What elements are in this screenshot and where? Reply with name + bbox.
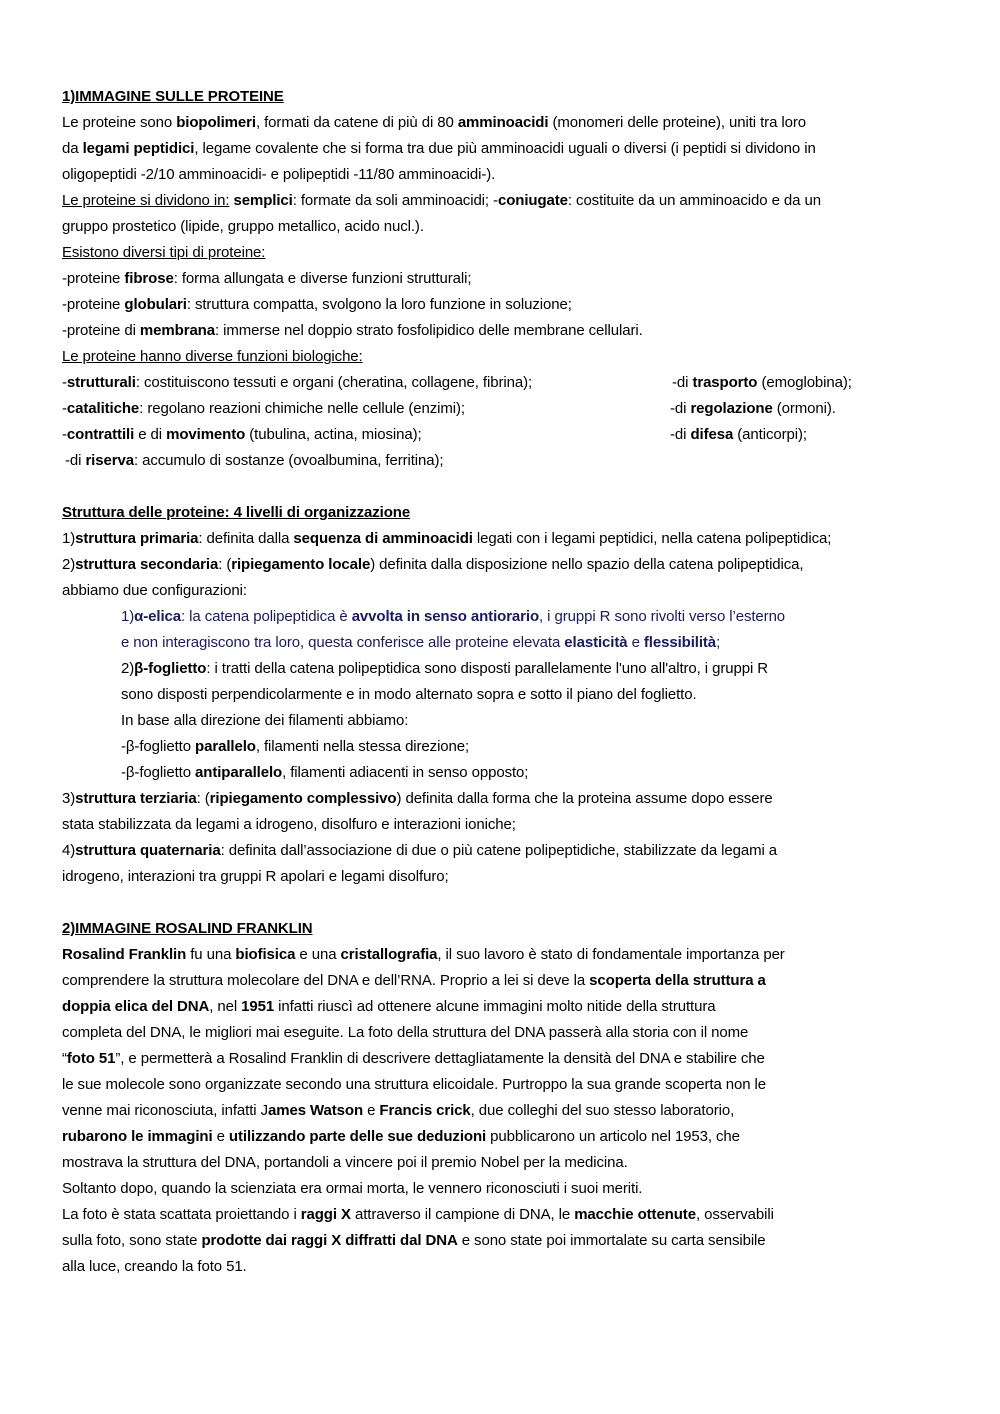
section-title	[62, 84, 942, 110]
underlined-text: Le proteine hanno diverse funzioni biologiche:	[62, 348, 363, 365]
bold-term: legami peptidici	[82, 140, 195, 157]
bold-term: struttura primaria	[75, 530, 199, 547]
text-segment: : accumulo di sostanze (ovoalbumina, ferritina);	[133, 452, 444, 469]
text-segment: -proteine	[62, 270, 125, 287]
bold-term: amminoacidi	[457, 114, 549, 131]
text-segment: ”, e permetterà a Rosalind Franklin di descrivere dettagliatamente la densità del DNA e stabilire che	[115, 1050, 765, 1067]
bold-term: elasticità	[564, 634, 628, 651]
text-segment: (tubulina, actina, miosina);	[245, 426, 422, 443]
bold-term: contrattili	[66, 426, 135, 443]
bold-term: ripiegamento complessivo	[209, 790, 397, 807]
indented-line	[62, 656, 942, 682]
paragraph-line	[62, 1098, 942, 1124]
paragraph-line	[62, 838, 942, 864]
paragraph-line	[62, 1228, 942, 1254]
text-segment: , formati da catene di più di 80	[255, 114, 458, 131]
bold-term: foto 51	[66, 1050, 116, 1067]
text-segment: : (	[196, 790, 210, 807]
bold-term: difesa	[690, 426, 734, 443]
paragraph-line	[62, 994, 942, 1020]
spacer	[62, 474, 942, 500]
bold-term: struttura secondaria	[75, 556, 219, 573]
bold-term: struttura quaternaria	[75, 842, 221, 859]
section-title	[62, 500, 942, 526]
function-left	[62, 374, 532, 391]
list-item	[62, 318, 942, 344]
text-segment: venne mai riconosciuta, infatti J	[62, 1102, 268, 1119]
text-segment: da	[62, 140, 83, 157]
bold-term: α-elica	[134, 608, 182, 625]
section-title	[62, 916, 942, 942]
paragraph-line	[62, 968, 942, 994]
bold-term: parallelo	[195, 738, 256, 755]
text: In base alla direzione dei filamenti abbiamo:	[121, 712, 409, 729]
indented-line	[62, 708, 942, 734]
text-segment: 2)	[121, 660, 135, 677]
text-segment: : la catena polipeptidica è	[181, 608, 352, 625]
document-page	[62, 84, 942, 1280]
bold-term: Rosalind Franklin	[62, 946, 187, 963]
text-segment: infatti riuscì ad ottenere alcune immagini molto nitide della struttura	[274, 998, 716, 1015]
text-segment: legati con i legami peptidici, nella catena polipeptidica;	[472, 530, 832, 547]
text-segment: : definita dall’associazione di due o più catene polipeptidiche, stabilizzate da legami a	[220, 842, 778, 859]
text-segment: -di	[65, 452, 86, 469]
text-segment: 2)	[62, 556, 76, 573]
text: oligopeptidi -2/10 amminoacidi- e polipeptidi -11/80 amminoacidi-).	[62, 166, 496, 183]
indented-line	[62, 630, 942, 656]
text-segment: -proteine di	[62, 322, 140, 339]
function-left	[62, 400, 465, 417]
text-segment: ) definita dalla disposizione nello spazio della catena polipeptidica,	[370, 556, 804, 573]
text-segment: -di	[670, 426, 691, 443]
bold-term: movimento	[166, 426, 246, 443]
indented-line	[62, 682, 942, 708]
text-segment: , due colleghi del suo stesso laboratorio,	[470, 1102, 735, 1119]
text-segment: attraverso il campione di DNA, le	[350, 1206, 575, 1223]
text-segment: 1)	[62, 530, 76, 547]
heading: Struttura delle proteine: 4 livelli di organizzazione	[62, 504, 411, 521]
bold-term: rubarono le immagini	[62, 1128, 213, 1145]
text-segment: -β-foglietto	[121, 738, 196, 755]
paragraph-line	[62, 526, 942, 552]
indented-line	[62, 604, 942, 630]
text-segment: (ormoni).	[772, 400, 836, 417]
text-segment: -di	[672, 374, 693, 391]
text-segment: -di	[670, 400, 691, 417]
bold-term: globulari	[124, 296, 187, 313]
bold-term: avvolta in senso antiorario	[351, 608, 540, 625]
bold-term: ripiegamento locale	[231, 556, 371, 573]
text-segment: -	[62, 426, 67, 443]
text: gruppo prostetico (lipide, gruppo metallico, acido nucl.).	[62, 218, 424, 235]
text-segment: “	[62, 1050, 67, 1067]
paragraph-line	[62, 1124, 942, 1150]
text-segment: , filamenti adiacenti in senso opposto;	[282, 764, 529, 781]
bold-term: fibrose	[124, 270, 174, 287]
heading: 2)IMMAGINE ROSALIND FRANKLIN	[62, 920, 313, 937]
paragraph-line	[62, 812, 942, 838]
text-segment: : costituiscono tessuti e organi (cheratina, collagene, fibrina);	[135, 374, 533, 391]
function-left	[62, 426, 422, 443]
text-segment: (anticorpi);	[733, 426, 807, 443]
text: stata stabilizzata da legami a idrogeno, disolfuro e interazioni ioniche;	[62, 816, 516, 833]
text-segment: -	[62, 400, 67, 417]
bold-term: Francis crick	[379, 1102, 471, 1119]
bold-term: sequenza di amminoacidi	[293, 530, 473, 547]
bold-term: antiparallelo	[195, 764, 283, 781]
paragraph-line	[62, 214, 942, 240]
function-row	[62, 422, 942, 448]
spacer	[62, 890, 942, 916]
text-segment: e	[212, 1128, 229, 1145]
text-segment: e	[363, 1102, 380, 1119]
text-segment: e di	[134, 426, 167, 443]
text: idrogeno, interazioni tra gruppi R apolari e legami disolfuro;	[62, 868, 449, 885]
text-segment: , filamenti nella stessa direzione;	[255, 738, 470, 755]
text-segment: La foto è stata scattata proiettando i	[62, 1206, 301, 1223]
bold-term: biopolimeri	[176, 114, 256, 131]
paragraph-line	[62, 1046, 942, 1072]
paragraph-line	[62, 1202, 942, 1228]
paragraph-line	[62, 552, 942, 578]
text: alla luce, creando la foto 51.	[62, 1258, 247, 1275]
paragraph-line	[62, 786, 942, 812]
bold-term: raggi X	[300, 1206, 351, 1223]
text-segment: comprendere la struttura molecolare del DNA e dell’RNA. Proprio a lei si deve la	[62, 972, 590, 989]
paragraph-line	[62, 188, 942, 214]
bold-term: β-foglietto	[134, 660, 207, 677]
text-segment: e non interagiscono tra loro, questa conferisce alle proteine elevata	[121, 634, 565, 651]
text-segment: : i tratti della catena polipeptidica sono disposti parallelamente l'uno all'altro, i gruppi R	[206, 660, 768, 677]
text-segment: , i gruppi R sono rivolti verso l’esterno	[539, 608, 786, 625]
text: abbiamo due configurazioni:	[62, 582, 247, 599]
text-segment: 4)	[62, 842, 76, 859]
text-segment: : struttura compatta, svolgono la loro funzione in soluzione;	[186, 296, 572, 313]
text-segment: (emoglobina);	[757, 374, 852, 391]
bold-term: doppia elica del DNA	[62, 998, 210, 1015]
bold-term: regolazione	[690, 400, 773, 417]
bold-term: strutturali	[66, 374, 136, 391]
bold-term: prodotte dai raggi X diffratti dal DNA	[201, 1232, 458, 1249]
text-segment: : regolano reazioni chimiche nelle cellule (enzimi);	[139, 400, 465, 417]
bold-term: scoperta della struttura a	[589, 972, 766, 989]
indented-line	[62, 760, 942, 786]
bold-term: semplici	[233, 192, 293, 209]
subheading	[62, 344, 942, 370]
text: sono disposti perpendicolarmente e in modo alternato sopra e sotto il piano del foglietto.	[121, 686, 697, 703]
text-segment: -	[62, 374, 67, 391]
text-segment: : immerse nel doppio strato fosfolipidico delle membrane cellulari.	[215, 322, 643, 339]
bold-term: flessibilità	[643, 634, 717, 651]
text: Soltanto dopo, quando la scienziata era ormai morta, le vennero riconosciuti i suoi meriti.	[62, 1180, 643, 1197]
bold-term: catalitiche	[66, 400, 140, 417]
indented-line	[62, 734, 942, 760]
text-segment: : (	[218, 556, 232, 573]
text-segment: sulla foto, sono state	[62, 1232, 202, 1249]
bold-term: coniugate	[497, 192, 568, 209]
text-segment: , nel	[209, 998, 242, 1015]
paragraph-line	[62, 942, 942, 968]
text-segment: : forma allungata e diverse funzioni strutturali;	[173, 270, 472, 287]
paragraph-line	[62, 136, 942, 162]
text: completa del DNA, le migliori mai eseguite. La foto della struttura del DNA passerà alla storia con il nome	[62, 1024, 749, 1041]
bold-term: cristallografia	[340, 946, 438, 963]
text: mostrava la struttura del DNA, portandoli a vincere poi il premio Nobel per la medicina.	[62, 1154, 628, 1171]
text-segment: pubblicarono un articolo nel 1953, che	[486, 1128, 740, 1145]
function-row	[62, 448, 942, 474]
function-right	[672, 370, 852, 396]
text-segment: e una	[295, 946, 341, 963]
function-row	[62, 370, 942, 396]
list-item	[62, 266, 942, 292]
bold-term: ames Watson	[267, 1102, 364, 1119]
paragraph-line	[62, 110, 942, 136]
bold-term: utilizzando parte delle sue deduzioni	[228, 1128, 487, 1145]
bold-term: biofisica	[235, 946, 296, 963]
text-segment: (monomeri delle proteine), uniti tra loro	[548, 114, 806, 131]
text-segment: : costituite da un amminoacido e da un	[567, 192, 821, 209]
text-segment: -proteine	[62, 296, 125, 313]
text-segment: , il suo lavoro è stato di fondamentale importanza per	[437, 946, 785, 963]
bold-term: trasporto	[692, 374, 758, 391]
text-segment: ) definita dalla forma che la proteina assume dopo essere	[396, 790, 773, 807]
function-row	[62, 396, 942, 422]
text-segment: Le proteine sono	[62, 114, 177, 131]
bold-term: riserva	[85, 452, 134, 469]
function-right	[670, 422, 807, 448]
paragraph-line	[62, 1254, 942, 1280]
text-segment: : definita dalla	[198, 530, 294, 547]
underlined-text: Le proteine si dividono in:	[62, 192, 230, 209]
function-right	[670, 396, 836, 422]
text-segment: 1)	[121, 608, 135, 625]
text-segment: , legame covalente che si forma tra due più amminoacidi uguali o diversi (i peptidi si dividono in	[194, 140, 816, 157]
paragraph-line	[62, 1150, 942, 1176]
paragraph-line	[62, 1072, 942, 1098]
paragraph-line	[62, 1020, 942, 1046]
paragraph-line	[62, 578, 942, 604]
text-segment: e sono state poi immortalate su carta sensibile	[457, 1232, 766, 1249]
bold-term: struttura terziaria	[75, 790, 197, 807]
text-segment: fu una	[186, 946, 236, 963]
text-segment: ;	[716, 634, 721, 651]
paragraph-line	[62, 1176, 942, 1202]
text-segment: e	[627, 634, 644, 651]
heading: 1)IMMAGINE SULLE PROTEINE	[62, 88, 284, 105]
text-segment: , osservabili	[695, 1206, 774, 1223]
paragraph-line	[62, 162, 942, 188]
bold-term: macchie ottenute	[574, 1206, 696, 1223]
text: le sue molecole sono organizzate secondo una struttura elicoidale. Purtroppo la sua grande scoperta non le	[62, 1076, 767, 1093]
text-segment: 3)	[62, 790, 76, 807]
list-item	[62, 292, 942, 318]
bold-term: 1951	[241, 998, 275, 1015]
text-segment: -β-foglietto	[121, 764, 196, 781]
paragraph-line	[62, 864, 942, 890]
text-segment: : formate da soli amminoacidi; -	[292, 192, 498, 209]
bold-term: membrana	[139, 322, 215, 339]
subheading	[62, 240, 942, 266]
underlined-text: Esistono diversi tipi di proteine:	[62, 244, 266, 261]
